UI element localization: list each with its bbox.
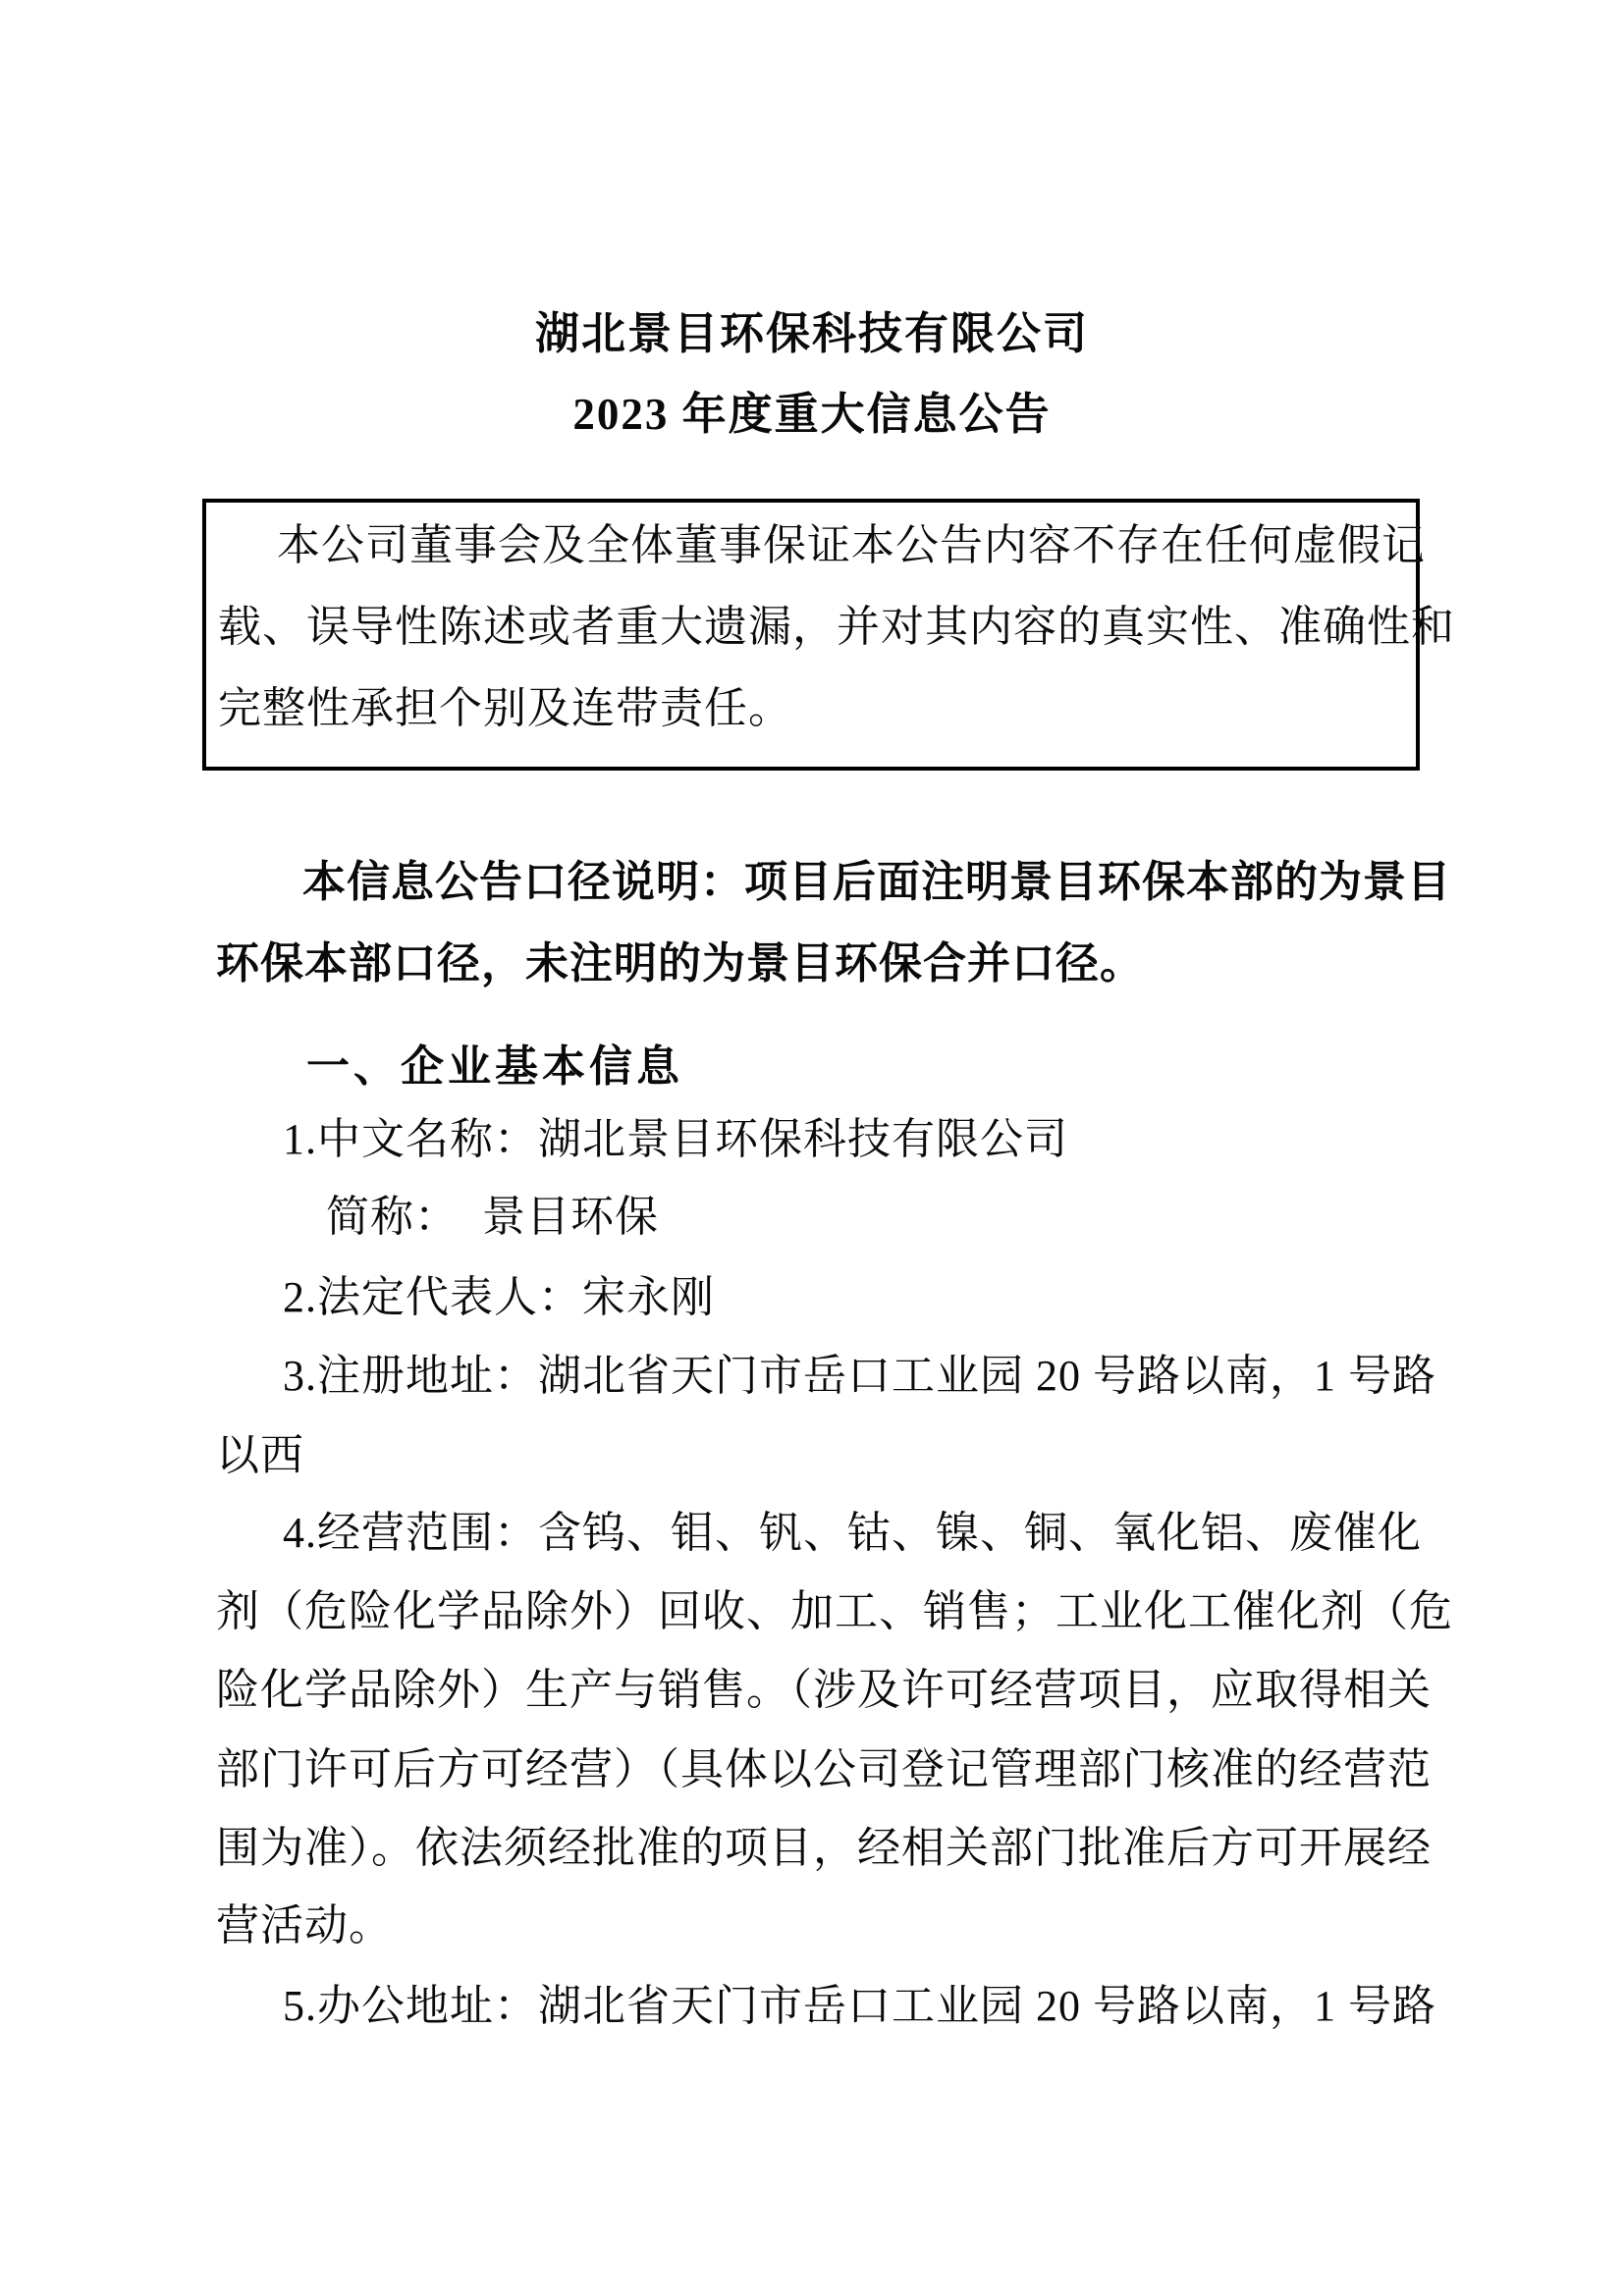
item-short-name: 简称： 景目环保 (326, 1193, 659, 1241)
item-registered-address-line-2: 以西 (216, 1431, 304, 1479)
item-office-address-line-1: 5.办公地址：湖北省天门市岳口工业园 20 号路以南，1 号路 (283, 1982, 1436, 2030)
item-business-scope-line-3: 险化学品除外）生产与销售。（涉及许可经营项目，应取得相关 (216, 1666, 1432, 1714)
item-business-scope-line-1: 4.经营范围：含钨、钼、钒、钴、镍、铜、氧化铝、废催化 (283, 1509, 1422, 1557)
disclaimer-line-2: 载、误导性陈述或者重大遗漏，并对其内容的真实性、准确性和 (218, 603, 1455, 651)
caliber-note-line-2: 环保本部口径，未注明的为景目环保合并口径。 (216, 939, 1144, 988)
section-heading-basic-info: 一、企业基本信息 (306, 1042, 683, 1091)
item-business-scope-line-5: 围为准）。依法须经批准的项目，经相关部门批准后方可开展经 (216, 1824, 1432, 1872)
item-business-scope-line-2: 剂（危险化学品除外）回收、加工、销售；工业化工催化剂（危 (216, 1587, 1453, 1635)
document-subtitle: 2023 年度重大信息公告 (572, 390, 1052, 439)
item-registered-address-line-1: 3.注册地址：湖北省天门市岳口工业园 20 号路以南，1 号路 (283, 1352, 1436, 1400)
item-chinese-name: 1.中文名称：湖北景目环保科技有限公司 (283, 1115, 1068, 1163)
item-business-scope-line-6: 营活动。 (216, 1901, 393, 1949)
item-legal-representative: 2.法定代表人：宋永刚 (283, 1273, 715, 1321)
document-title: 湖北景目环保科技有限公司 (534, 309, 1089, 358)
disclaimer-line-1: 本公司董事会及全体董事保证本公告内容不存在任何虚假记 (277, 521, 1426, 569)
caliber-note-line-1: 本信息公告口径说明：项目后面注明景目环保本部的为景目 (302, 858, 1451, 906)
item-business-scope-line-4: 部门许可后方可经营）（具体以公司登记管理部门核准的经营范 (216, 1745, 1432, 1793)
disclaimer-line-3: 完整性承担个别及连带责任。 (218, 684, 792, 732)
disclaimer-box (202, 499, 1455, 771)
